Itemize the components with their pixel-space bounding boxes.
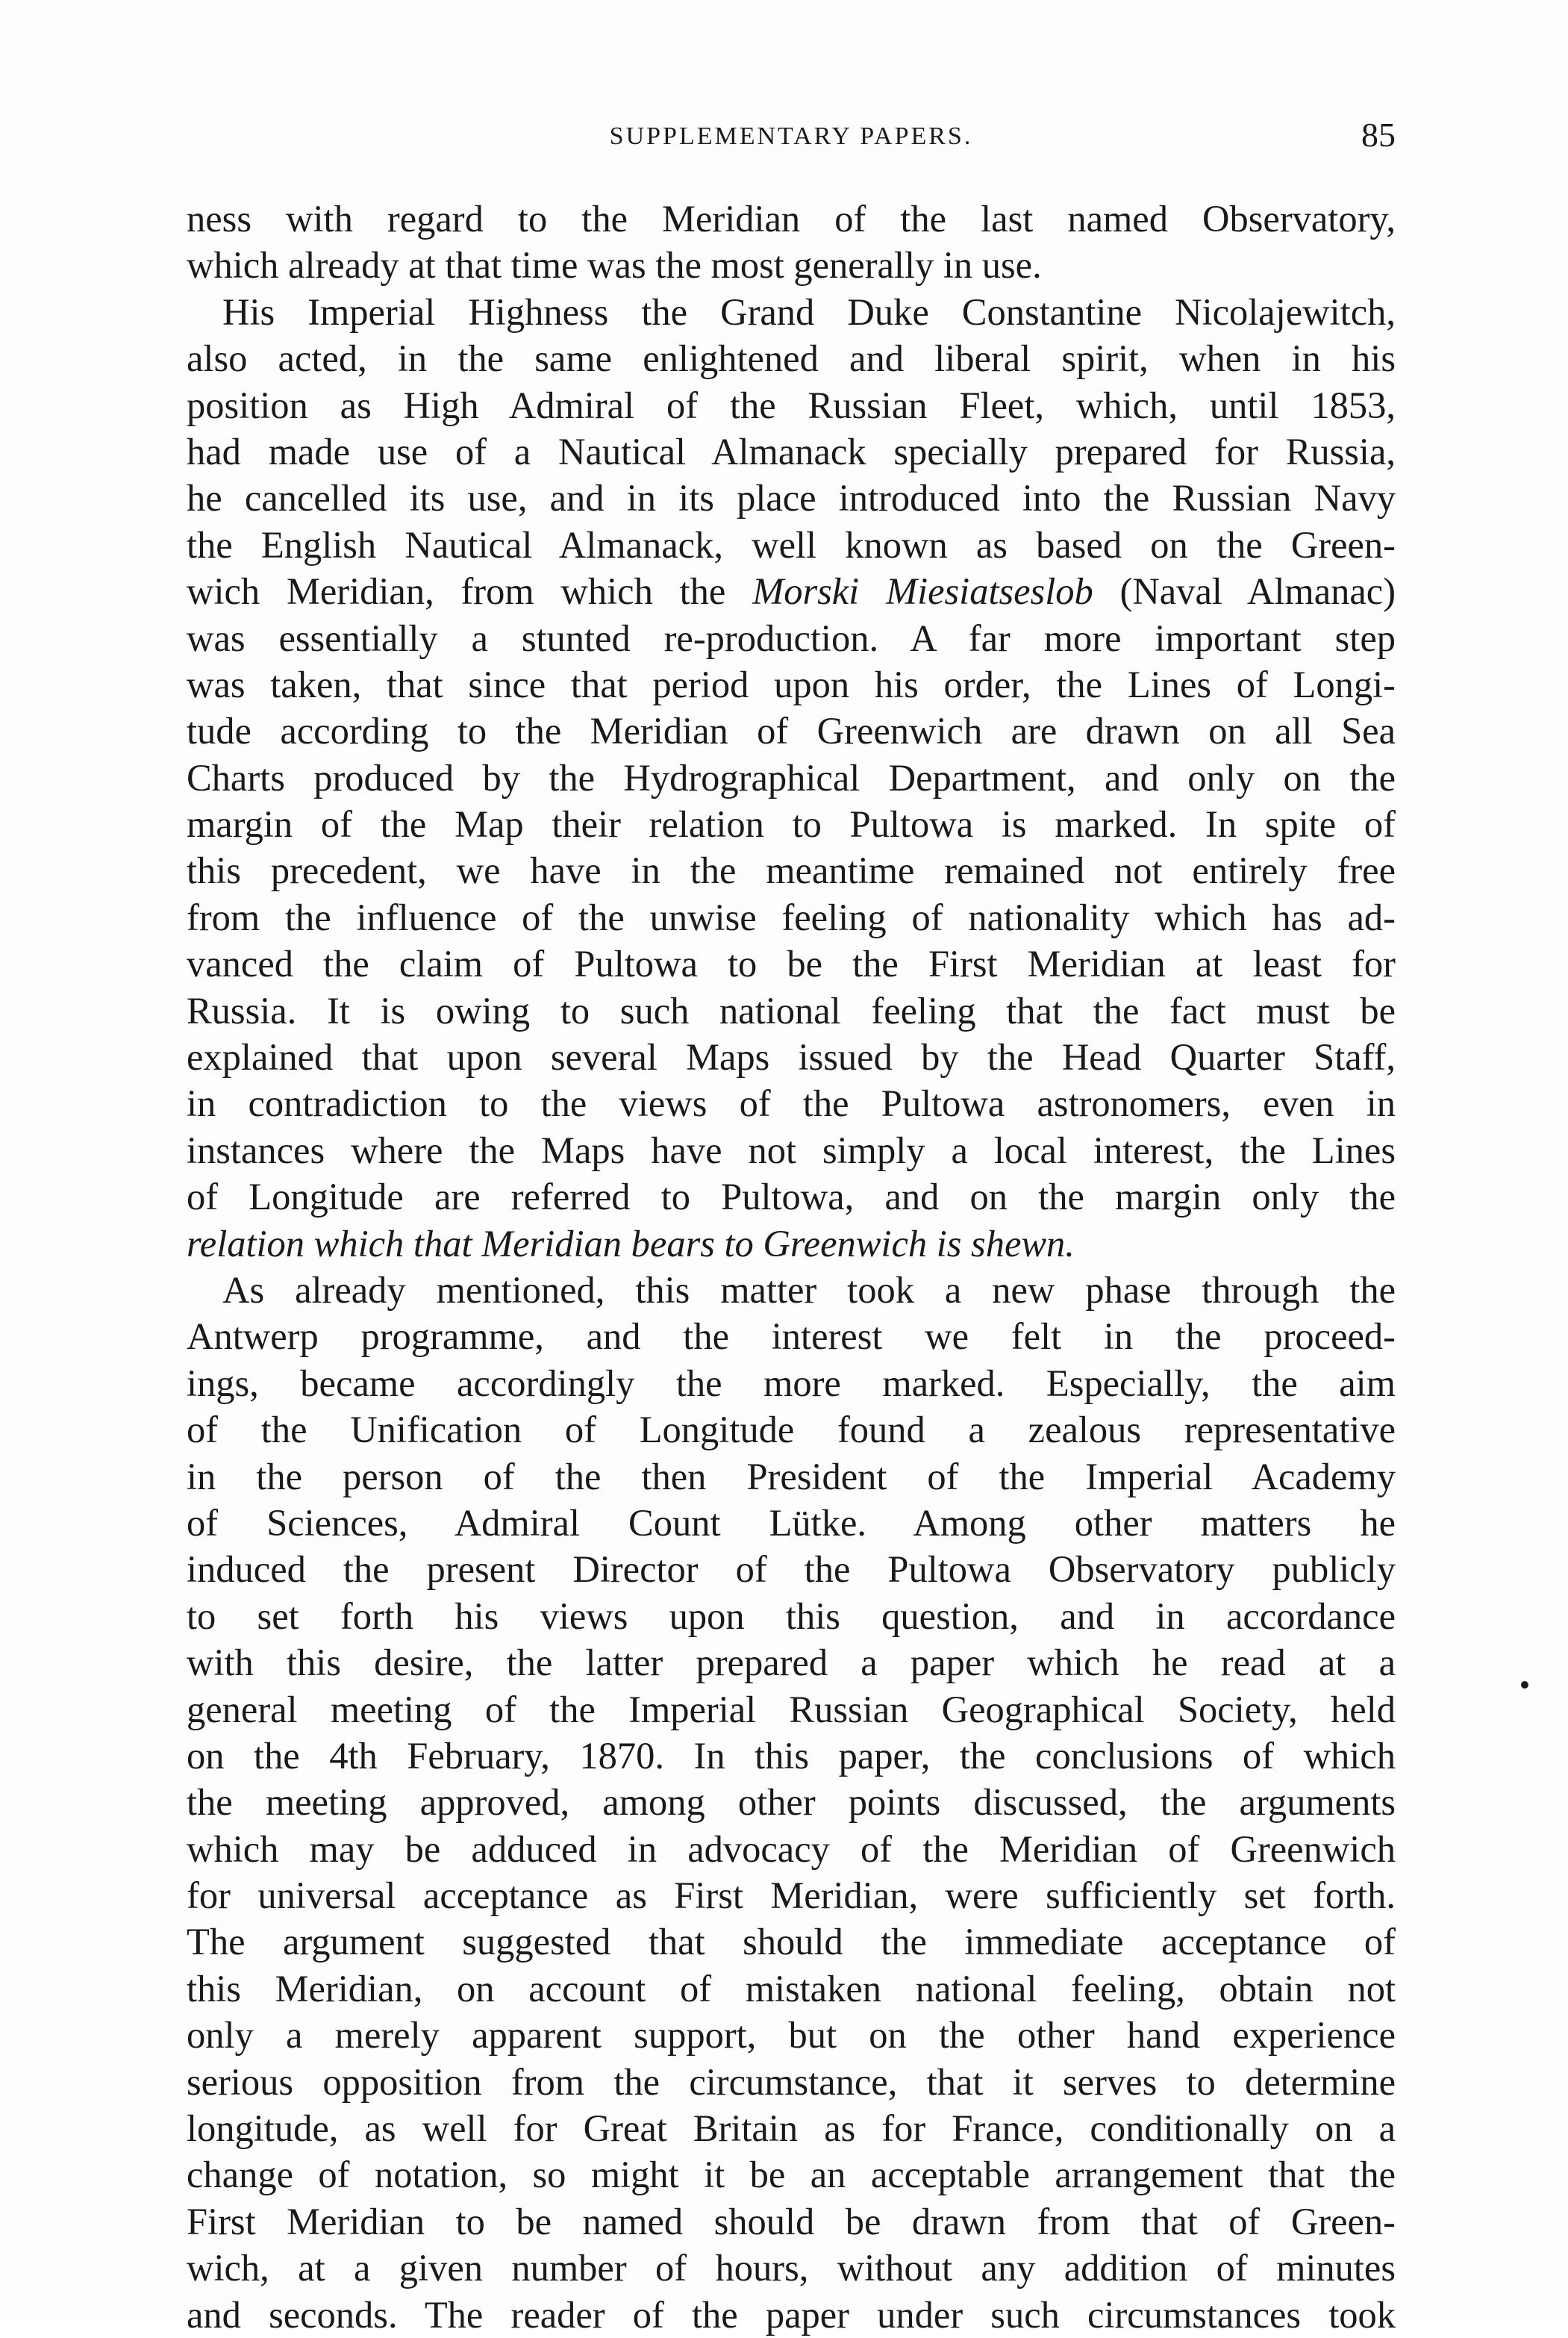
text-line: with this desire, the latter prepared a paper which he read at a — [187, 1642, 1396, 1684]
text-line: which may be adduced in advocacy of the Meridian of Greenwich — [187, 1827, 1396, 1870]
text-line: Charts produced by the Hydrographical Department, and only on the — [187, 756, 1396, 799]
text-line: the English Nautical Almanack, well known as based on the Green- — [187, 523, 1396, 566]
text-line: of the Unification of Longitude found a zealous representative — [187, 1409, 1396, 1451]
text-segment: (Naval Almanac) — [1093, 570, 1396, 613]
text-line: of Longitude are referred to Pultowa, and on the margin only the — [187, 1176, 1396, 1218]
text-line: relation which that Meridian bears to Greenwich is shewn. — [187, 1222, 1075, 1265]
text-line: Russia. It is owing to such national feeling that the fact must be — [187, 989, 1396, 1032]
running-title: SUPPLEMENTARY PAPERS. — [609, 122, 973, 150]
body-text — [187, 196, 1396, 2338]
text-line: The argument suggested that should the immediate acceptance of — [187, 1921, 1396, 1963]
text-line: this Meridian, on account of mistaken national feeling, obtain not — [187, 1967, 1396, 2010]
text-line: First Meridian to be named should be drawn from that of Green- — [187, 2200, 1396, 2242]
text-segment: wich Meridian, from which the — [187, 570, 753, 613]
page-number: 85 — [1361, 116, 1396, 154]
text-line: was essentially a stunted re-production. A far more important step — [187, 617, 1396, 659]
text-line: and seconds. The reader of the paper under such circumstances took — [187, 2293, 1396, 2336]
text-line: had made use of a Nautical Almanack specially prepared for Russia, — [187, 430, 1396, 473]
text-line: wich, at a given number of hours, without any addition of minutes — [187, 2247, 1396, 2289]
text-line: As already mentioned, this matter took a new phase through the — [222, 1268, 1396, 1311]
text-line: the meeting approved, among other points discussed, the arguments — [187, 1781, 1396, 1824]
text-line: he cancelled its use, and in its place introduced into the Russian Navy — [187, 477, 1396, 520]
text-line: was taken, that since that period upon his order, the Lines of Longi- — [187, 663, 1396, 705]
text-line: position as High Admiral of the Russian Fleet, which, until 1853, — [187, 384, 1396, 426]
running-head — [187, 112, 1396, 157]
text-line-with-title — [187, 568, 1396, 614]
text-line: margin of the Map their relation to Pultowa is marked. In spite of — [187, 803, 1396, 846]
text-line: also acted, in the same enlightened and liberal spirit, when in his — [187, 337, 1396, 380]
text-line: ness with regard to the Meridian of the last named Observatory, — [187, 198, 1396, 240]
text-line: on the 4th February, 1870. In this paper, the conclusions of which — [187, 1734, 1396, 1777]
text-line: this precedent, we have in the meantime remained not entirely free — [187, 850, 1396, 892]
ink-dot — [1521, 1681, 1528, 1689]
text-line: in the person of the then President of the Imperial Academy — [187, 1455, 1396, 1497]
text-line: general meeting of the Imperial Russian Geographical Society, held — [187, 1688, 1396, 1730]
text-line: for universal acceptance as First Meridian, were sufficiently set forth. — [187, 1874, 1396, 1917]
text-line: ings, became accordingly the more marked. Especially, the aim — [187, 1362, 1396, 1404]
text-line: instances where the Maps have not simply a local interest, the Lines — [187, 1129, 1396, 1171]
text-line: Antwerp programme, and the interest we felt in the proceed- — [187, 1315, 1396, 1358]
text-line: induced the present Director of the Pultowa Observatory publicly — [187, 1548, 1396, 1591]
text-line: from the influence of the unwise feeling of nationality which has ad- — [187, 896, 1396, 938]
text-line: in contradiction to the views of the Pultowa astronomers, even in — [187, 1082, 1396, 1125]
almanac-title: Morski Miesiatseslob — [752, 570, 1093, 613]
text-line: longitude, as well for Great Britain as for France, conditionally on a — [187, 2107, 1396, 2150]
text-line: vanced the claim of Pultowa to be the First Meridian at least for — [187, 943, 1396, 985]
text-line: explained that upon several Maps issued by the Head Quarter Staff, — [187, 1036, 1396, 1079]
text-line: only a merely apparent support, but on the other hand experience — [187, 2014, 1396, 2057]
text-line: His Imperial Highness the Grand Duke Constantine Nicolajewitch, — [222, 290, 1396, 333]
text-line: change of notation, so might it be an acceptable arrangement that the — [187, 2154, 1396, 2196]
text-line: serious opposition from the circumstance, that it serves to determine — [187, 2060, 1396, 2103]
text-line: which already at that time was the most generally in use. — [187, 244, 1042, 287]
text-line: of Sciences, Admiral Count Lütke. Among other matters he — [187, 1501, 1396, 1544]
text-line: to set forth his views upon this question, and in accordance — [187, 1594, 1396, 1637]
text-line: tude according to the Meridian of Greenwich are drawn on all Sea — [187, 710, 1396, 752]
